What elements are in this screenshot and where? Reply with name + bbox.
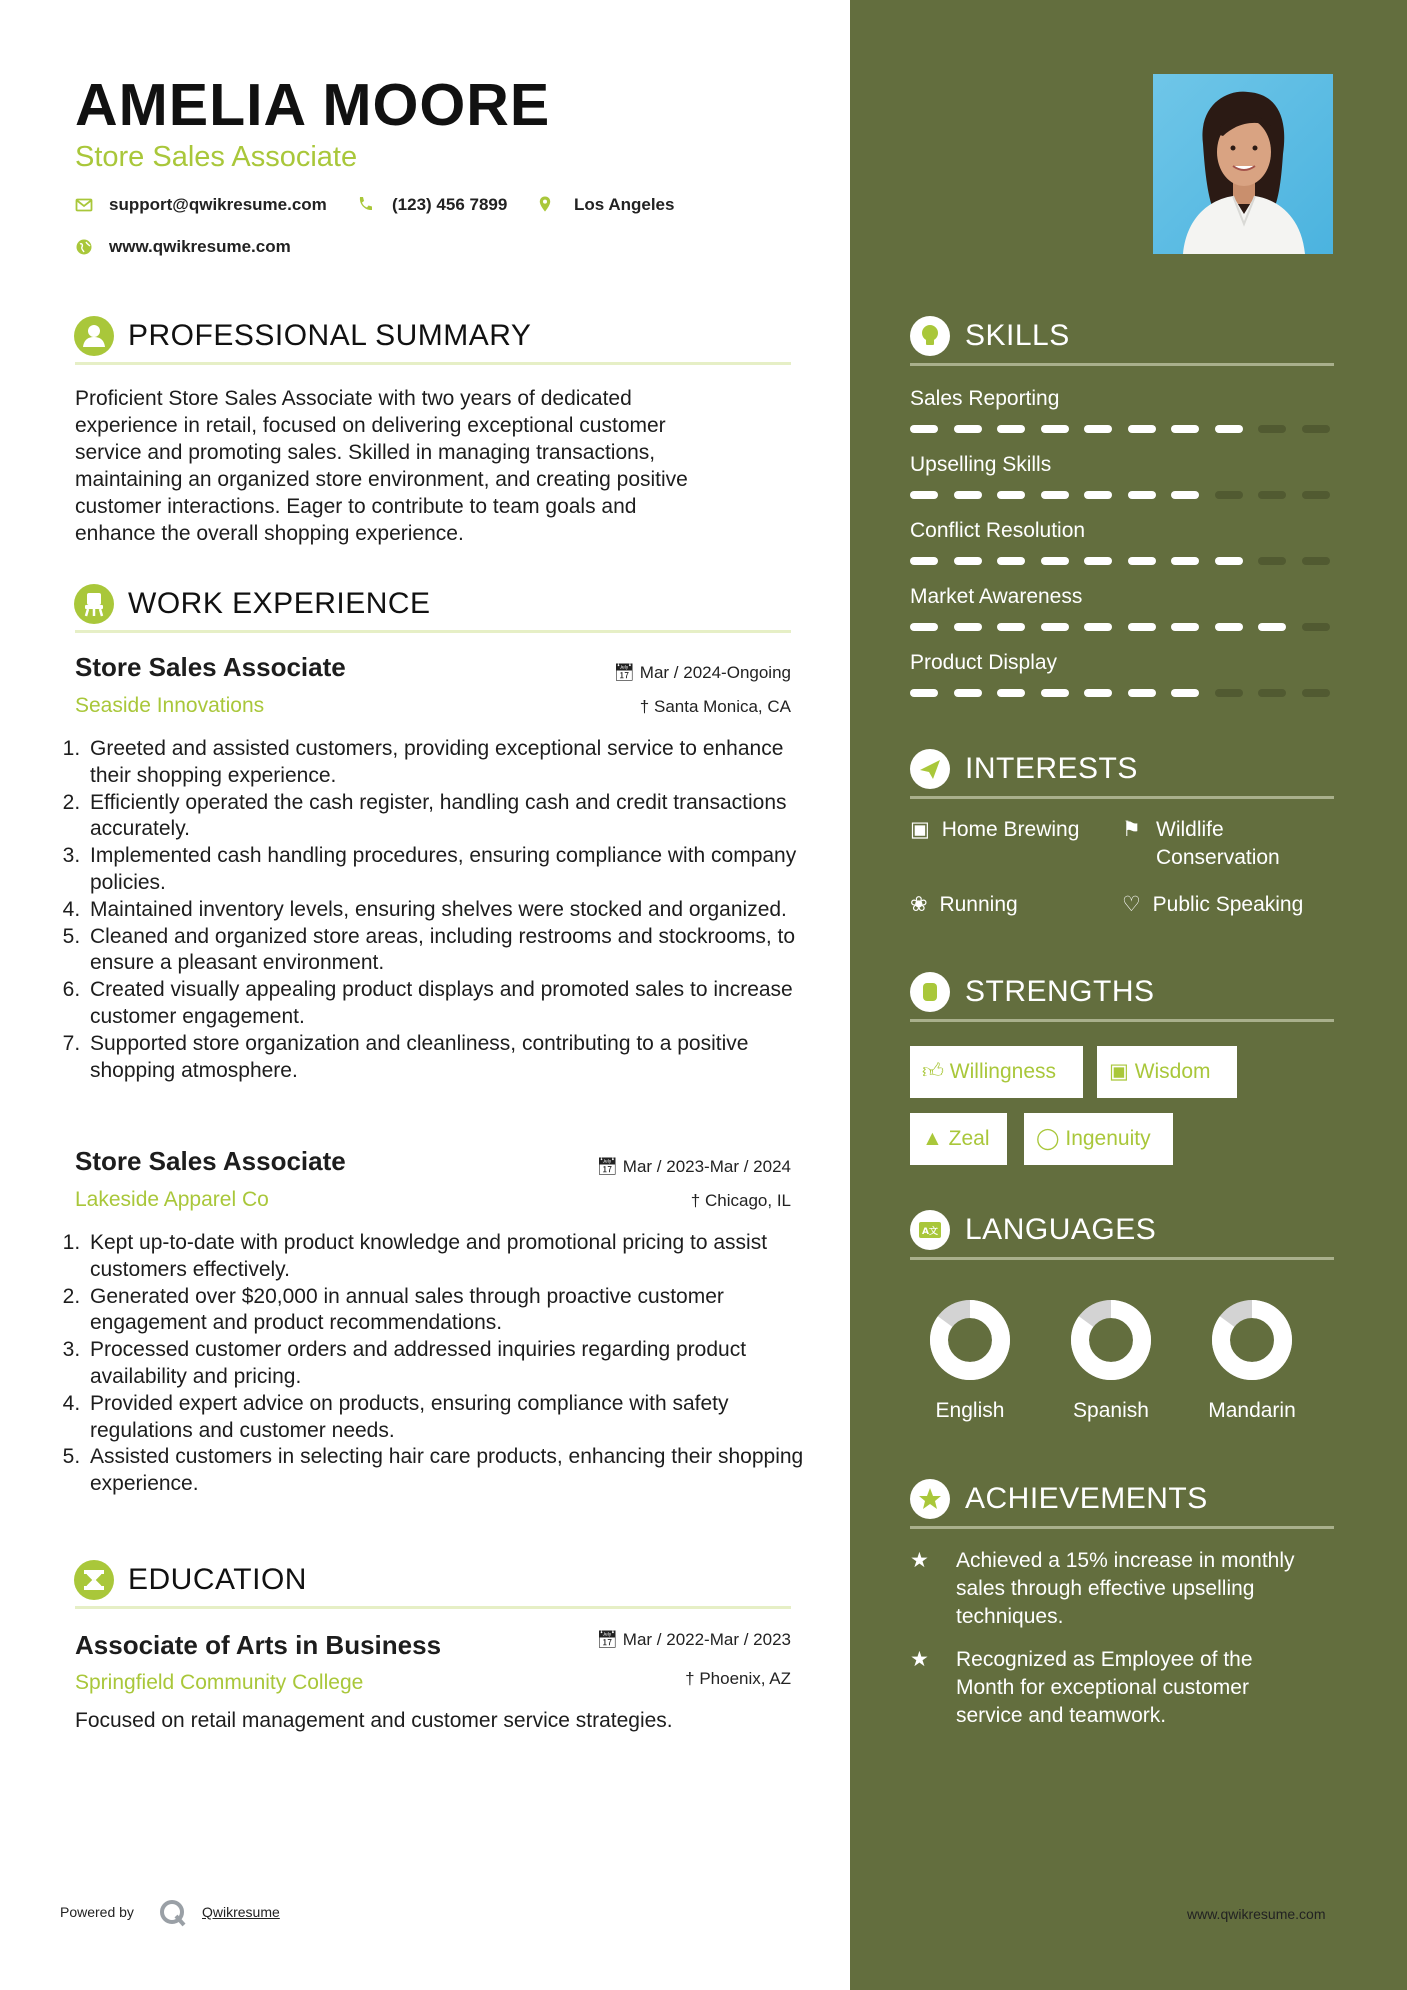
skill-name: Market Awareness — [910, 585, 1083, 608]
candidate-name: AMELIA MOORE — [75, 72, 551, 138]
languages-divider — [910, 1257, 1334, 1260]
interest-label-line2: Conservation — [1156, 846, 1280, 869]
education-location-text: Phoenix, AZ — [699, 1669, 791, 1688]
skill-rating-dash — [1258, 491, 1286, 499]
skill-rating-dash — [1128, 425, 1156, 433]
skill-rating-dash — [1302, 491, 1330, 499]
lightbulb-icon — [910, 316, 950, 356]
skill-rating-dash — [910, 623, 938, 631]
language-donut — [927, 1297, 1013, 1383]
skill-rating-dash — [1258, 689, 1286, 697]
list-item: 3. Processed customer orders and addressed inquiries regarding product availability and pricing. — [86, 1337, 818, 1391]
achievement-line: service and teamwork. — [956, 1704, 1167, 1727]
skill-rating-dash — [997, 425, 1025, 433]
chair-icon — [74, 584, 114, 624]
skill-rating-dash — [1041, 491, 1069, 499]
svg-text:A文: A文 — [922, 1227, 938, 1237]
degree-title: Associate of Arts in Business — [75, 1630, 442, 1660]
strength-label: Ingenuity — [1065, 1127, 1151, 1150]
company-name: Seaside Innovations — [75, 694, 265, 717]
list-item: 5. Cleaned and organized store areas, including restrooms and stockrooms, to ensure a pleasant environment. — [86, 924, 818, 978]
skill-rating-dash — [1171, 689, 1199, 697]
skill-rating-dash — [1128, 689, 1156, 697]
achievement-item — [910, 1547, 1330, 1631]
language-label: English — [935, 1399, 1005, 1422]
skill-rating-dash — [997, 623, 1025, 631]
list-item: 1. Greeted and assisted customers, providing exceptional service to enhance their shopping experience. — [86, 736, 818, 790]
education-location — [560, 1668, 791, 1690]
skill-rating-dash — [1084, 491, 1112, 499]
flag-icon: ⚑ — [1122, 818, 1141, 841]
interest-item — [910, 816, 1079, 844]
skill-rating-dash — [1128, 557, 1156, 565]
book-icon: ▣ — [1109, 1060, 1129, 1083]
skill-rating-dash — [1258, 557, 1286, 565]
skill-rating-dash — [1041, 557, 1069, 565]
skill-rating-dash — [1084, 425, 1112, 433]
job-title: Store Sales Associate — [75, 652, 346, 682]
strength-label: Zeal — [948, 1127, 990, 1150]
achievement-line: Month for exceptional customer — [956, 1676, 1249, 1699]
skill-rating-dash — [997, 491, 1025, 499]
powered-by-text: Powered by — [60, 1904, 134, 1920]
strength-badge — [1097, 1046, 1237, 1098]
qwikresume-logo-icon — [158, 1898, 188, 1928]
calendar-icon: 📅︎ — [596, 1630, 619, 1649]
achievements-divider — [910, 1526, 1334, 1529]
skill-rating-dash — [1171, 491, 1199, 499]
skill-rating-dash — [910, 557, 938, 565]
skill-rating-dash — [1041, 689, 1069, 697]
list-item: 5. Assisted customers in selecting hair care products, enhancing their shopping experience. — [86, 1444, 818, 1498]
skill-rating-dash — [910, 425, 938, 433]
skill-rating-dash — [997, 689, 1025, 697]
pushpin-icon: † — [690, 1191, 701, 1210]
achievement-text — [956, 1547, 1330, 1631]
summary-line: enhance the overall shopping experience. — [75, 522, 464, 545]
skill-rating-dash — [1041, 623, 1069, 631]
skill-rating-dash — [954, 623, 982, 631]
achievement-line: Achieved a 15% increase in monthly — [956, 1549, 1295, 1572]
language-donut — [1068, 1297, 1154, 1383]
skill-rating-dash — [1302, 557, 1330, 565]
skill-rating-dash — [1084, 689, 1112, 697]
skill-rating-dash — [1302, 425, 1330, 433]
skill-rating-dash — [910, 689, 938, 697]
thumbs-up-icon: 👍︎ — [922, 1060, 944, 1083]
paper-plane-icon — [910, 749, 950, 789]
phone-number: (123) 456 7899 — [392, 195, 508, 214]
strengths-divider — [910, 1019, 1334, 1022]
website-link[interactable]: www.qwikresume.com — [109, 237, 291, 256]
achievements-heading: ACHIEVEMENTS — [965, 1482, 1208, 1515]
job-dates-text: Mar / 2023-Mar / 2024 — [622, 1157, 791, 1176]
qwikresume-link[interactable]: Qwikresume — [202, 1904, 280, 1920]
list-item: 2. Generated over $20,000 in annual sales through proactive customer engagement and product recommendations. — [86, 1284, 818, 1338]
achievement-text — [956, 1646, 1330, 1730]
skill-rating-dash — [910, 491, 938, 499]
work-heading: WORK EXPERIENCE — [128, 587, 431, 620]
skill-rating-dash — [1041, 425, 1069, 433]
strength-badge — [910, 1113, 1007, 1165]
summary-line: service and promoting sales. Skilled in managing transactions, — [75, 441, 656, 464]
interest-label: Public Speaking — [1152, 893, 1304, 916]
education-heading: EDUCATION — [128, 1563, 307, 1596]
heartbeat-icon: ♡ — [1122, 893, 1141, 916]
strength-badge — [1024, 1113, 1173, 1165]
languages-heading: LANGUAGES — [965, 1213, 1157, 1246]
skill-rating-dash — [1215, 557, 1243, 565]
skill-rating-dash — [997, 557, 1025, 565]
summary-line: customer interactions. Eager to contribute to team goals and — [75, 495, 637, 518]
shooting-star-icon: ★ — [910, 1549, 929, 1572]
skill-rating-dash — [1215, 491, 1243, 499]
skills-heading: SKILLS — [965, 319, 1070, 352]
company-name: Lakeside Apparel Co — [75, 1188, 269, 1211]
summary-text — [75, 385, 795, 547]
calendar-icon: 📅︎ — [613, 663, 636, 682]
skill-rating-dash — [1302, 689, 1330, 697]
profile-photo — [1153, 74, 1333, 254]
job-responsibilities — [68, 1230, 818, 1498]
calendar-icon: 📅︎ — [596, 1157, 619, 1176]
skill-rating-dash — [1084, 557, 1112, 565]
school-name: Springfield Community College — [75, 1671, 364, 1694]
job-title: Store Sales Associate — [75, 1146, 346, 1176]
skill-name: Conflict Resolution — [910, 519, 1086, 542]
strengths-heading: STRENGTHS — [965, 975, 1155, 1008]
skill-rating-dash — [1302, 623, 1330, 631]
summary-line: experience in retail, focused on delivering exceptional customer — [75, 414, 666, 437]
skill-rating-dash — [954, 689, 982, 697]
achievement-line: sales through effective upselling — [956, 1577, 1255, 1600]
skill-rating-dash — [1215, 689, 1243, 697]
pushpin-icon: † — [685, 1669, 695, 1688]
skill-rating-dash — [1171, 425, 1199, 433]
interest-label-line1: Wildlife — [1156, 818, 1224, 841]
map-marker-icon — [536, 195, 554, 213]
list-item: 6. Created visually appealing product displays and promoted sales to increase customer engagement. — [86, 977, 818, 1031]
work-divider — [75, 630, 791, 633]
skill-rating-dash — [954, 557, 982, 565]
summary-heading: PROFESSIONAL SUMMARY — [128, 319, 532, 352]
summary-divider — [75, 362, 791, 365]
language-label: Spanish — [1073, 1399, 1149, 1422]
skill-rating-dash — [1258, 623, 1286, 631]
user-icon — [74, 316, 114, 356]
skill-rating-dash — [1171, 557, 1199, 565]
job-location — [560, 696, 791, 718]
language-label: Mandarin — [1208, 1399, 1296, 1422]
achievement-item — [910, 1646, 1330, 1730]
pushpin-icon: † — [639, 697, 650, 716]
job-dates — [560, 662, 791, 684]
graduation-icon — [74, 1560, 114, 1600]
language-icon — [910, 1210, 950, 1250]
envelope-icon — [75, 196, 93, 214]
phone-icon — [356, 195, 374, 213]
globe-icon — [75, 238, 93, 256]
skill-name: Sales Reporting — [910, 387, 1060, 410]
fist-icon — [910, 972, 950, 1012]
language-donut — [1209, 1297, 1295, 1383]
strength-label: Willingness — [949, 1060, 1056, 1083]
footer-website[interactable]: www.qwikresume.com — [1187, 1906, 1326, 1922]
interest-item — [1122, 891, 1303, 919]
education-dates-text: Mar / 2022-Mar / 2023 — [622, 1630, 791, 1649]
skill-name: Product Display — [910, 651, 1058, 674]
job-location — [560, 1190, 791, 1212]
interests-heading: INTERESTS — [965, 752, 1138, 785]
skill-rating-dash — [954, 425, 982, 433]
list-item: 4. Maintained inventory levels, ensuring shelves were stocked and organized. — [86, 897, 818, 924]
education-divider — [75, 1606, 791, 1609]
strength-badge — [910, 1046, 1083, 1098]
list-item: 3. Implemented cash handling procedures, ensuring compliance with company policies. — [86, 843, 818, 897]
interests-divider — [910, 796, 1334, 799]
list-item: 7. Supported store organization and cleanliness, contributing to a positive shopping atmosphere. — [86, 1031, 818, 1085]
email-link[interactable]: support@qwikresume.com — [109, 195, 327, 214]
achievement-line: Recognized as Employee of the — [956, 1648, 1253, 1671]
education-dates — [520, 1629, 791, 1651]
list-item: 4. Provided expert advice on products, ensuring compliance with safety regulations and customer needs. — [86, 1391, 818, 1445]
location-text: Los Angeles — [574, 195, 675, 214]
achievement-line: techniques. — [956, 1605, 1064, 1628]
interest-label: Home Brewing — [941, 818, 1080, 841]
shooting-star-icon: ★ — [910, 1648, 929, 1671]
job-dates-text: Mar / 2024-Ongoing — [639, 663, 791, 682]
skill-name: Upselling Skills — [910, 453, 1052, 476]
skill-rating-dash — [1258, 425, 1286, 433]
star-icon — [910, 1479, 950, 1519]
job-responsibilities — [68, 736, 818, 1084]
list-item: 2. Efficiently operated the cash register, handling cash and credit transactions accurately. — [86, 790, 818, 844]
summary-line: maintaining an organized store environment, and creating positive — [75, 468, 688, 491]
lightbulb-icon: ◯ — [1036, 1127, 1060, 1150]
skill-rating-dash — [1215, 425, 1243, 433]
job-location-text: Chicago, IL — [705, 1191, 791, 1210]
education-description: Focused on retail management and customer service strategies. — [75, 1709, 673, 1732]
skill-rating-dash — [1128, 491, 1156, 499]
list-item: 1. Kept up-to-date with product knowledge and promotional pricing to assist customers effectively. — [86, 1230, 818, 1284]
job-dates — [520, 1156, 791, 1178]
candidate-title: Store Sales Associate — [75, 141, 358, 173]
puzzle-icon: ▣ — [910, 818, 930, 841]
fire-icon: ▲ — [922, 1127, 943, 1150]
skill-rating-dash — [1171, 623, 1199, 631]
strength-label: Wisdom — [1134, 1060, 1211, 1083]
skill-rating-dash — [1128, 623, 1156, 631]
summary-line: Proficient Store Sales Associate with two years of dedicated — [75, 387, 632, 410]
skill-rating-dash — [954, 491, 982, 499]
skill-rating-dash — [1084, 623, 1112, 631]
skills-divider — [910, 363, 1334, 366]
interest-item — [1122, 816, 1280, 869]
job-location-text: Santa Monica, CA — [653, 697, 791, 716]
paw-icon: ❀ — [910, 893, 928, 916]
interest-item — [910, 891, 1018, 919]
interest-label: Running — [939, 893, 1018, 916]
skill-rating-dash — [1215, 623, 1243, 631]
